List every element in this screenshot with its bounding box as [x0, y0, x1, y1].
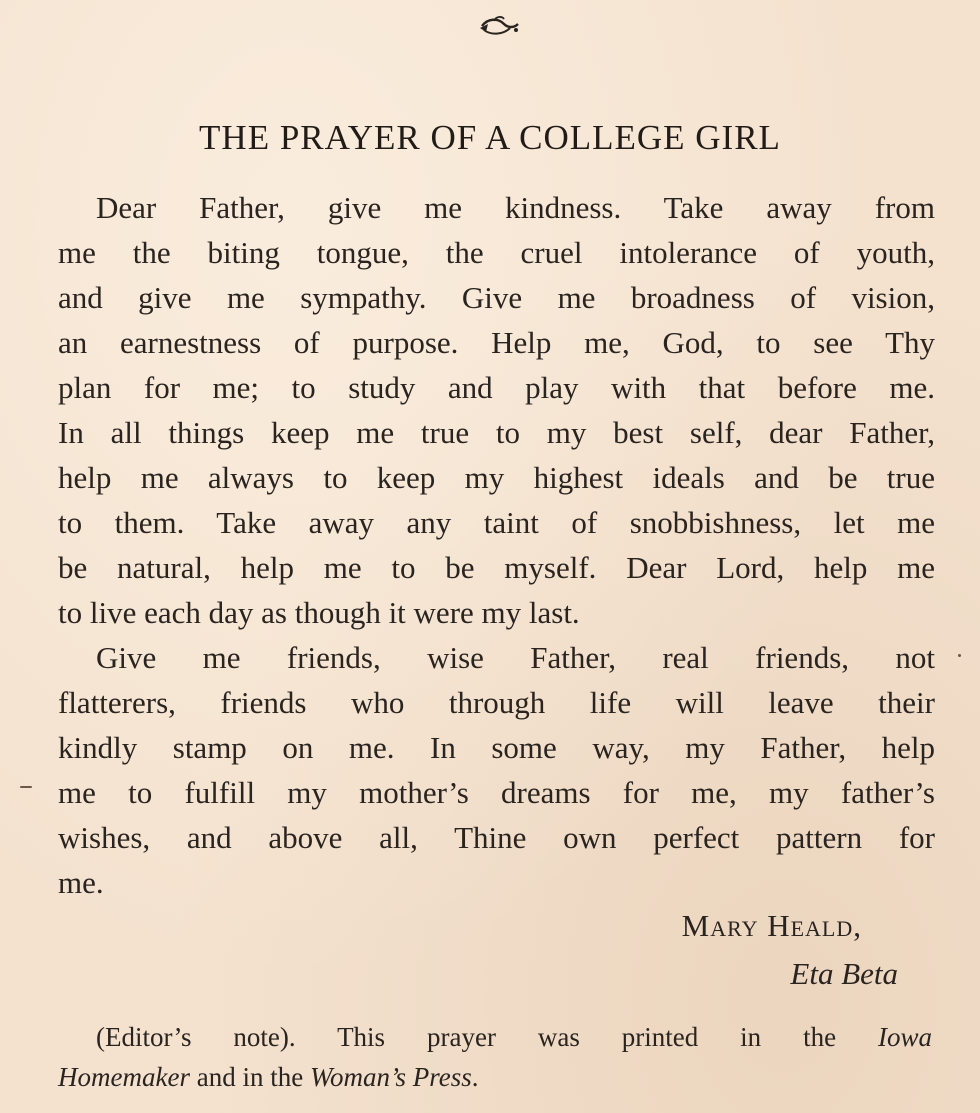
- prayer-line: plan for me; to study and play with that before me.: [58, 370, 935, 405]
- prayer-line: to them. Take away any taint of snobbishness, let me: [58, 505, 935, 540]
- publication-name-part: Iowa: [878, 1022, 932, 1052]
- prayer-line: kindly stamp on me. In some way, my Father, help: [58, 730, 935, 765]
- editor-note-text: and in the: [189, 1062, 310, 1092]
- prayer-line: to live each day as though it were my last.: [58, 595, 580, 630]
- prayer-line: be natural, help me to be myself. Dear Lord, help me: [58, 550, 935, 585]
- editor-note-text: .: [471, 1062, 479, 1092]
- prayer-line: Give me friends, wise Father, real friends, not: [96, 640, 935, 675]
- signature-chapter: Eta Beta: [790, 956, 898, 991]
- fleuron-ornament-icon: [474, 10, 524, 40]
- prayer-line: Dear Father, give me kindness. Take away from: [96, 190, 935, 225]
- prayer-line: flatterers, friends who through life will leave their: [58, 685, 935, 720]
- prayer-line: In all things keep me true to my best self, dear Father,: [58, 415, 935, 450]
- editor-note-line-2: [58, 1062, 478, 1092]
- publication-name: Woman’s Press: [309, 1062, 472, 1092]
- prayer-line: wishes, and above all, Thine own perfect pattern for: [58, 820, 935, 855]
- prayer-line: me to fulfill my mother’s dreams for me, my father’s: [58, 775, 935, 810]
- prayer-line: me.: [58, 865, 104, 900]
- paper-speck: [20, 786, 32, 788]
- paper-speck: [958, 654, 961, 657]
- prayer-line: an earnestness of purpose. Help me, God, to see Thy: [58, 325, 935, 360]
- editor-note-line-1: [96, 1022, 932, 1052]
- prayer-line: and give me sympathy. Give me broadness of vision,: [58, 280, 935, 315]
- prayer-line: help me always to keep my highest ideals and be true: [58, 460, 935, 495]
- publication-name-part: Homemaker: [58, 1062, 190, 1092]
- prayer-line: me the biting tongue, the cruel intolerance of youth,: [58, 235, 935, 270]
- editor-note-text: (Editor’s note). This prayer was printed in the: [96, 1022, 878, 1052]
- signature-name: Mary Heald,: [681, 908, 862, 943]
- page-title: THE PRAYER OF A COLLEGE GIRL: [199, 118, 781, 157]
